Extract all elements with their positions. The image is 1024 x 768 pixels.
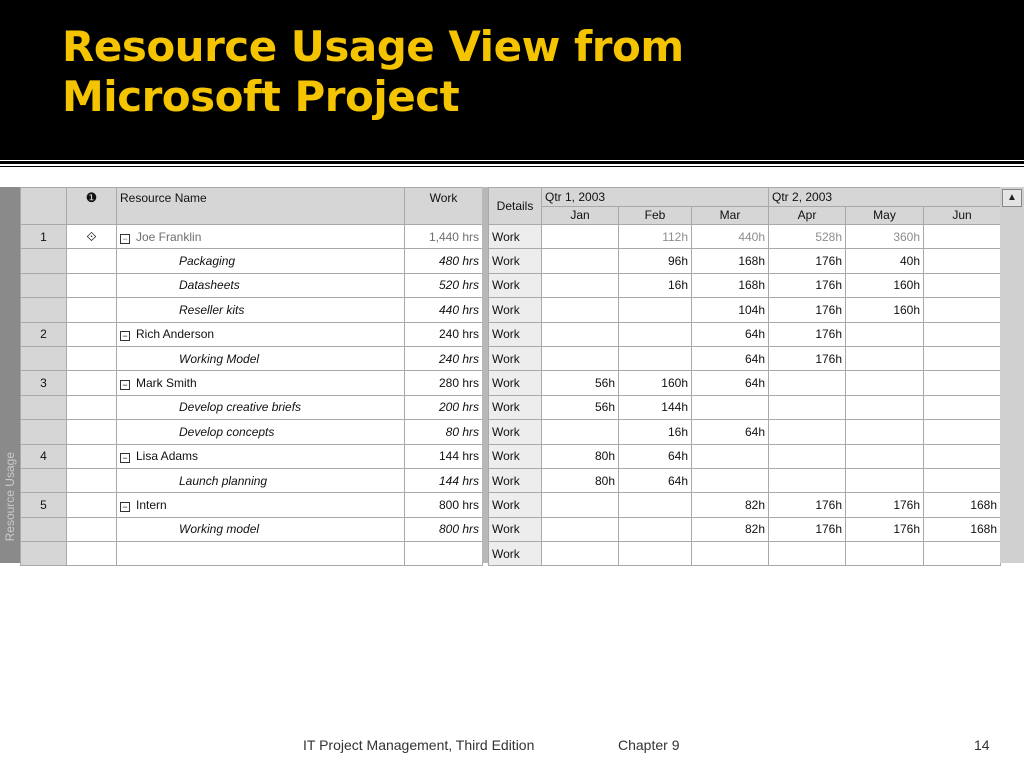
name-text: Reseller kits bbox=[179, 302, 245, 317]
resource-usage-screenshot bbox=[0, 187, 1024, 563]
work-value-feb[interactable] bbox=[619, 298, 692, 322]
name-text: Develop concepts bbox=[179, 424, 275, 439]
work-value-may[interactable] bbox=[846, 420, 924, 444]
resource-name-cell[interactable] bbox=[117, 542, 405, 566]
timephased-row[interactable] bbox=[489, 444, 1001, 468]
collapse-toggle-icon[interactable]: − bbox=[120, 453, 130, 463]
work-value-apr[interactable] bbox=[769, 420, 846, 444]
row-number[interactable]: 4 bbox=[21, 444, 67, 468]
name-text: Launch planning bbox=[179, 473, 268, 488]
overallocation-warning-icon[interactable]: ⟐ bbox=[86, 228, 97, 244]
work-value-jan[interactable]: 56h bbox=[542, 395, 619, 419]
work-value-may[interactable] bbox=[846, 444, 924, 468]
work-value-apr[interactable]: 176h bbox=[769, 298, 846, 322]
resource-sheet-row[interactable] bbox=[21, 395, 483, 419]
row-number[interactable] bbox=[21, 517, 67, 541]
slide-number: 14 bbox=[974, 737, 990, 753]
details-cell: Work bbox=[489, 225, 542, 249]
timephased-row[interactable] bbox=[489, 273, 1001, 297]
work-value-jun[interactable] bbox=[924, 273, 1001, 297]
work-cell[interactable]: 240 hrs bbox=[405, 322, 483, 346]
timephased-row[interactable] bbox=[489, 298, 1001, 322]
month-header-feb: Feb bbox=[619, 206, 692, 225]
collapse-toggle-icon[interactable]: − bbox=[120, 502, 130, 512]
work-value-jan[interactable] bbox=[542, 420, 619, 444]
slide-title-line-2: Microsoft Project bbox=[62, 72, 460, 121]
work-value-feb[interactable]: 112h bbox=[619, 225, 692, 249]
work-value-may[interactable]: 160h bbox=[846, 298, 924, 322]
row-number[interactable] bbox=[21, 542, 67, 566]
timephased-grid bbox=[488, 187, 1001, 566]
resource-sheet-row[interactable] bbox=[21, 444, 483, 468]
work-value-jun[interactable] bbox=[924, 371, 1001, 395]
scroll-up-arrow-icon[interactable]: ▲ bbox=[1002, 189, 1022, 207]
work-value-feb[interactable] bbox=[619, 517, 692, 541]
details-cell: Work bbox=[489, 273, 542, 297]
indicator-cell bbox=[67, 542, 117, 566]
quarter-1-header: Qtr 1, 2003 bbox=[542, 188, 769, 207]
work-value-jan[interactable] bbox=[542, 298, 619, 322]
work-cell[interactable]: 1,440 hrs bbox=[405, 225, 483, 249]
work-value-feb[interactable] bbox=[619, 346, 692, 370]
details-cell: Work bbox=[489, 517, 542, 541]
row-number[interactable] bbox=[21, 273, 67, 297]
name-text: Intern bbox=[136, 497, 167, 512]
work-cell[interactable]: 80 hrs bbox=[405, 420, 483, 444]
work-value-mar[interactable]: 64h bbox=[692, 420, 769, 444]
collapse-toggle-icon[interactable]: − bbox=[120, 380, 130, 390]
work-cell[interactable]: 240 hrs bbox=[405, 346, 483, 370]
resource-sheet-row[interactable] bbox=[21, 225, 483, 249]
work-value-jan[interactable] bbox=[542, 542, 619, 566]
details-cell: Work bbox=[489, 493, 542, 517]
work-cell[interactable]: 520 hrs bbox=[405, 273, 483, 297]
name-text: Working model bbox=[179, 522, 260, 537]
timephased-row[interactable] bbox=[489, 395, 1001, 419]
work-value-jan[interactable] bbox=[542, 346, 619, 370]
timephased-row[interactable] bbox=[489, 346, 1001, 370]
work-value-may[interactable]: 160h bbox=[846, 273, 924, 297]
work-value-mar[interactable]: 82h bbox=[692, 517, 769, 541]
vertical-scrollbar[interactable] bbox=[1000, 187, 1024, 563]
assignment-name-cell[interactable] bbox=[117, 468, 405, 492]
indicator-cell bbox=[67, 346, 117, 370]
name-text: Working Model bbox=[179, 351, 260, 366]
work-value-apr[interactable] bbox=[769, 542, 846, 566]
indicator-cell bbox=[67, 249, 117, 273]
timephased-row[interactable] bbox=[489, 420, 1001, 444]
work-value-feb[interactable]: 160h bbox=[619, 371, 692, 395]
work-value-jan[interactable] bbox=[542, 322, 619, 346]
indicator-cell bbox=[67, 493, 117, 517]
footer-chapter: Chapter 9 bbox=[618, 737, 680, 753]
indicator-cell bbox=[67, 517, 117, 541]
assignment-name-cell[interactable] bbox=[117, 420, 405, 444]
work-value-mar[interactable]: 104h bbox=[692, 298, 769, 322]
work-value-jan[interactable] bbox=[542, 225, 619, 249]
resource-sheet-row[interactable] bbox=[21, 420, 483, 444]
work-value-feb[interactable]: 64h bbox=[619, 468, 692, 492]
timephased-row[interactable] bbox=[489, 493, 1001, 517]
work-value-apr[interactable]: 176h bbox=[769, 249, 846, 273]
timephased-row[interactable] bbox=[489, 249, 1001, 273]
work-value-feb[interactable] bbox=[619, 542, 692, 566]
row-number[interactable]: 5 bbox=[21, 493, 67, 517]
resource-sheet-row[interactable] bbox=[21, 468, 483, 492]
row-number[interactable] bbox=[21, 468, 67, 492]
row-number[interactable] bbox=[21, 395, 67, 419]
slide-header bbox=[0, 0, 1024, 160]
assignment-name-cell[interactable] bbox=[117, 249, 405, 273]
work-value-feb[interactable]: 64h bbox=[619, 444, 692, 468]
slide-title bbox=[62, 22, 962, 122]
timephased-row[interactable] bbox=[489, 225, 1001, 249]
work-column-header[interactable]: Work bbox=[405, 188, 483, 225]
work-value-may[interactable]: 40h bbox=[846, 249, 924, 273]
work-value-jun[interactable] bbox=[924, 542, 1001, 566]
work-cell[interactable]: 280 hrs bbox=[405, 371, 483, 395]
row-number[interactable]: 3 bbox=[21, 371, 67, 395]
work-value-feb[interactable]: 16h bbox=[619, 273, 692, 297]
work-value-jun[interactable] bbox=[924, 420, 1001, 444]
indicator-cell bbox=[67, 322, 117, 346]
work-value-jan[interactable] bbox=[542, 273, 619, 297]
resource-sheet-row[interactable] bbox=[21, 273, 483, 297]
quarter-2-header: Qtr 2, 2003 bbox=[769, 188, 1001, 207]
resource-sheet-row[interactable] bbox=[21, 298, 483, 322]
work-cell[interactable]: 200 hrs bbox=[405, 395, 483, 419]
work-value-jan[interactable] bbox=[542, 249, 619, 273]
work-value-jan[interactable] bbox=[542, 517, 619, 541]
indicator-cell bbox=[67, 395, 117, 419]
row-number[interactable] bbox=[21, 298, 67, 322]
resource-name-cell[interactable] bbox=[117, 322, 405, 346]
work-value-jun[interactable] bbox=[924, 346, 1001, 370]
assignment-name-cell[interactable] bbox=[117, 273, 405, 297]
work-value-may[interactable]: 360h bbox=[846, 225, 924, 249]
indicator-cell bbox=[67, 298, 117, 322]
month-header-jun: Jun bbox=[924, 206, 1001, 225]
resource-sheet-table bbox=[20, 187, 483, 566]
row-number[interactable]: 2 bbox=[21, 322, 67, 346]
work-value-may[interactable]: 176h bbox=[846, 517, 924, 541]
work-value-mar[interactable]: 82h bbox=[692, 493, 769, 517]
resource-name-cell[interactable] bbox=[117, 444, 405, 468]
collapse-toggle-icon[interactable]: − bbox=[120, 331, 130, 341]
work-value-apr[interactable]: 176h bbox=[769, 322, 846, 346]
month-header-jan: Jan bbox=[542, 206, 619, 225]
work-value-apr[interactable] bbox=[769, 444, 846, 468]
details-cell: Work bbox=[489, 322, 542, 346]
header-divider bbox=[0, 161, 1024, 164]
header-divider-thin bbox=[0, 166, 1024, 167]
work-value-jun[interactable]: 168h bbox=[924, 493, 1001, 517]
resource-name-cell[interactable] bbox=[117, 225, 405, 249]
indicator-cell bbox=[67, 371, 117, 395]
details-cell: Work bbox=[489, 346, 542, 370]
name-text: Joe Franklin bbox=[136, 229, 202, 244]
assignment-name-cell[interactable] bbox=[117, 517, 405, 541]
work-value-mar[interactable]: 64h bbox=[692, 322, 769, 346]
row-number[interactable]: 1 bbox=[21, 225, 67, 249]
details-cell: Work bbox=[489, 420, 542, 444]
resource-sheet-row[interactable] bbox=[21, 517, 483, 541]
details-cell: Work bbox=[489, 395, 542, 419]
work-value-mar[interactable]: 64h bbox=[692, 371, 769, 395]
details-cell: Work bbox=[489, 371, 542, 395]
work-cell[interactable] bbox=[405, 542, 483, 566]
work-cell[interactable]: 800 hrs bbox=[405, 517, 483, 541]
work-value-mar[interactable] bbox=[692, 444, 769, 468]
indicator-cell bbox=[67, 444, 117, 468]
resource-sheet-row[interactable] bbox=[21, 249, 483, 273]
indicator-cell bbox=[67, 468, 117, 492]
month-header-apr: Apr bbox=[769, 206, 846, 225]
slide-title-line-1: Resource Usage View from bbox=[62, 22, 684, 71]
row-number[interactable] bbox=[21, 420, 67, 444]
work-value-feb[interactable]: 96h bbox=[619, 249, 692, 273]
resource-sheet-header-row bbox=[21, 188, 483, 225]
name-text: Mark Smith bbox=[136, 376, 197, 391]
work-value-jun[interactable] bbox=[924, 444, 1001, 468]
timephased-row[interactable] bbox=[489, 468, 1001, 492]
work-value-apr[interactable]: 176h bbox=[769, 517, 846, 541]
details-cell: Work bbox=[489, 444, 542, 468]
work-value-jan[interactable] bbox=[542, 493, 619, 517]
view-bar-label: Resource Usage bbox=[3, 451, 17, 541]
view-bar[interactable] bbox=[0, 187, 20, 563]
quarter-header-row bbox=[489, 188, 1001, 207]
footer-course-title: IT Project Management, Third Edition bbox=[303, 737, 535, 753]
work-cell[interactable]: 440 hrs bbox=[405, 298, 483, 322]
work-value-jan[interactable]: 80h bbox=[542, 468, 619, 492]
resource-sheet-row[interactable] bbox=[21, 346, 483, 370]
timephased-row[interactable] bbox=[489, 371, 1001, 395]
work-value-may[interactable] bbox=[846, 346, 924, 370]
row-number[interactable] bbox=[21, 346, 67, 370]
work-value-jan[interactable]: 80h bbox=[542, 444, 619, 468]
work-value-may[interactable] bbox=[846, 395, 924, 419]
work-value-jun[interactable] bbox=[924, 468, 1001, 492]
info-icon: ❶ bbox=[85, 190, 98, 205]
name-text: Develop creative briefs bbox=[179, 400, 302, 415]
timephased-row[interactable] bbox=[489, 542, 1001, 566]
work-value-apr[interactable]: 176h bbox=[769, 346, 846, 370]
resource-name-cell[interactable] bbox=[117, 493, 405, 517]
work-value-jan[interactable]: 56h bbox=[542, 371, 619, 395]
work-value-mar[interactable]: 168h bbox=[692, 249, 769, 273]
timephased-row[interactable] bbox=[489, 517, 1001, 541]
work-value-apr[interactable]: 176h bbox=[769, 273, 846, 297]
work-value-apr[interactable] bbox=[769, 468, 846, 492]
collapse-toggle-icon[interactable]: − bbox=[120, 234, 130, 244]
assignment-name-cell[interactable] bbox=[117, 395, 405, 419]
work-value-apr[interactable]: 176h bbox=[769, 493, 846, 517]
details-cell: Work bbox=[489, 468, 542, 492]
work-value-mar[interactable]: 64h bbox=[692, 346, 769, 370]
work-value-jun[interactable] bbox=[924, 395, 1001, 419]
resource-name-cell[interactable] bbox=[117, 371, 405, 395]
details-cell: Work bbox=[489, 249, 542, 273]
row-number[interactable] bbox=[21, 249, 67, 273]
work-value-may[interactable] bbox=[846, 468, 924, 492]
work-value-may[interactable] bbox=[846, 542, 924, 566]
work-value-mar[interactable] bbox=[692, 395, 769, 419]
month-header-may: May bbox=[846, 206, 924, 225]
work-value-feb[interactable] bbox=[619, 493, 692, 517]
details-column-header[interactable]: Details bbox=[489, 188, 542, 225]
timephased-row[interactable] bbox=[489, 322, 1001, 346]
work-value-mar[interactable] bbox=[692, 468, 769, 492]
month-header-row bbox=[489, 206, 1001, 225]
work-value-may[interactable] bbox=[846, 322, 924, 346]
name-text: Packaging bbox=[179, 254, 236, 269]
name-text: Datasheets bbox=[179, 278, 240, 293]
work-cell[interactable]: 800 hrs bbox=[405, 493, 483, 517]
work-value-may[interactable]: 176h bbox=[846, 493, 924, 517]
work-value-may[interactable] bbox=[846, 371, 924, 395]
work-value-apr[interactable] bbox=[769, 371, 846, 395]
resource-sheet-row[interactable] bbox=[21, 322, 483, 346]
assignment-name-cell[interactable] bbox=[117, 298, 405, 322]
work-cell[interactable]: 480 hrs bbox=[405, 249, 483, 273]
indicator-cell bbox=[67, 420, 117, 444]
indicator-cell bbox=[67, 225, 117, 249]
work-value-mar[interactable]: 440h bbox=[692, 225, 769, 249]
resource-sheet-row[interactable] bbox=[21, 371, 483, 395]
work-value-mar[interactable] bbox=[692, 542, 769, 566]
name-text: Rich Anderson bbox=[136, 327, 215, 342]
details-cell: Work bbox=[489, 298, 542, 322]
resource-sheet-row[interactable] bbox=[21, 493, 483, 517]
work-value-jun[interactable] bbox=[924, 322, 1001, 346]
work-cell[interactable]: 144 hrs bbox=[405, 444, 483, 468]
resource-sheet-row[interactable] bbox=[21, 542, 483, 566]
work-value-mar[interactable]: 168h bbox=[692, 273, 769, 297]
work-value-jun[interactable] bbox=[924, 249, 1001, 273]
select-all-corner[interactable] bbox=[21, 188, 67, 225]
work-value-apr[interactable]: 528h bbox=[769, 225, 846, 249]
work-value-apr[interactable] bbox=[769, 395, 846, 419]
work-value-jun[interactable] bbox=[924, 298, 1001, 322]
indicator-cell bbox=[67, 273, 117, 297]
resource-name-column-header[interactable]: Resource Name bbox=[117, 188, 405, 225]
work-value-jun[interactable] bbox=[924, 225, 1001, 249]
assignment-name-cell[interactable] bbox=[117, 346, 405, 370]
month-header-mar: Mar bbox=[692, 206, 769, 225]
indicators-column-header[interactable] bbox=[67, 188, 117, 225]
work-cell[interactable]: 144 hrs bbox=[405, 468, 483, 492]
name-text: Lisa Adams bbox=[136, 449, 199, 464]
work-value-feb[interactable]: 144h bbox=[619, 395, 692, 419]
work-value-feb[interactable]: 16h bbox=[619, 420, 692, 444]
work-value-feb[interactable] bbox=[619, 322, 692, 346]
details-cell: Work bbox=[489, 542, 542, 566]
work-value-jun[interactable]: 168h bbox=[924, 517, 1001, 541]
